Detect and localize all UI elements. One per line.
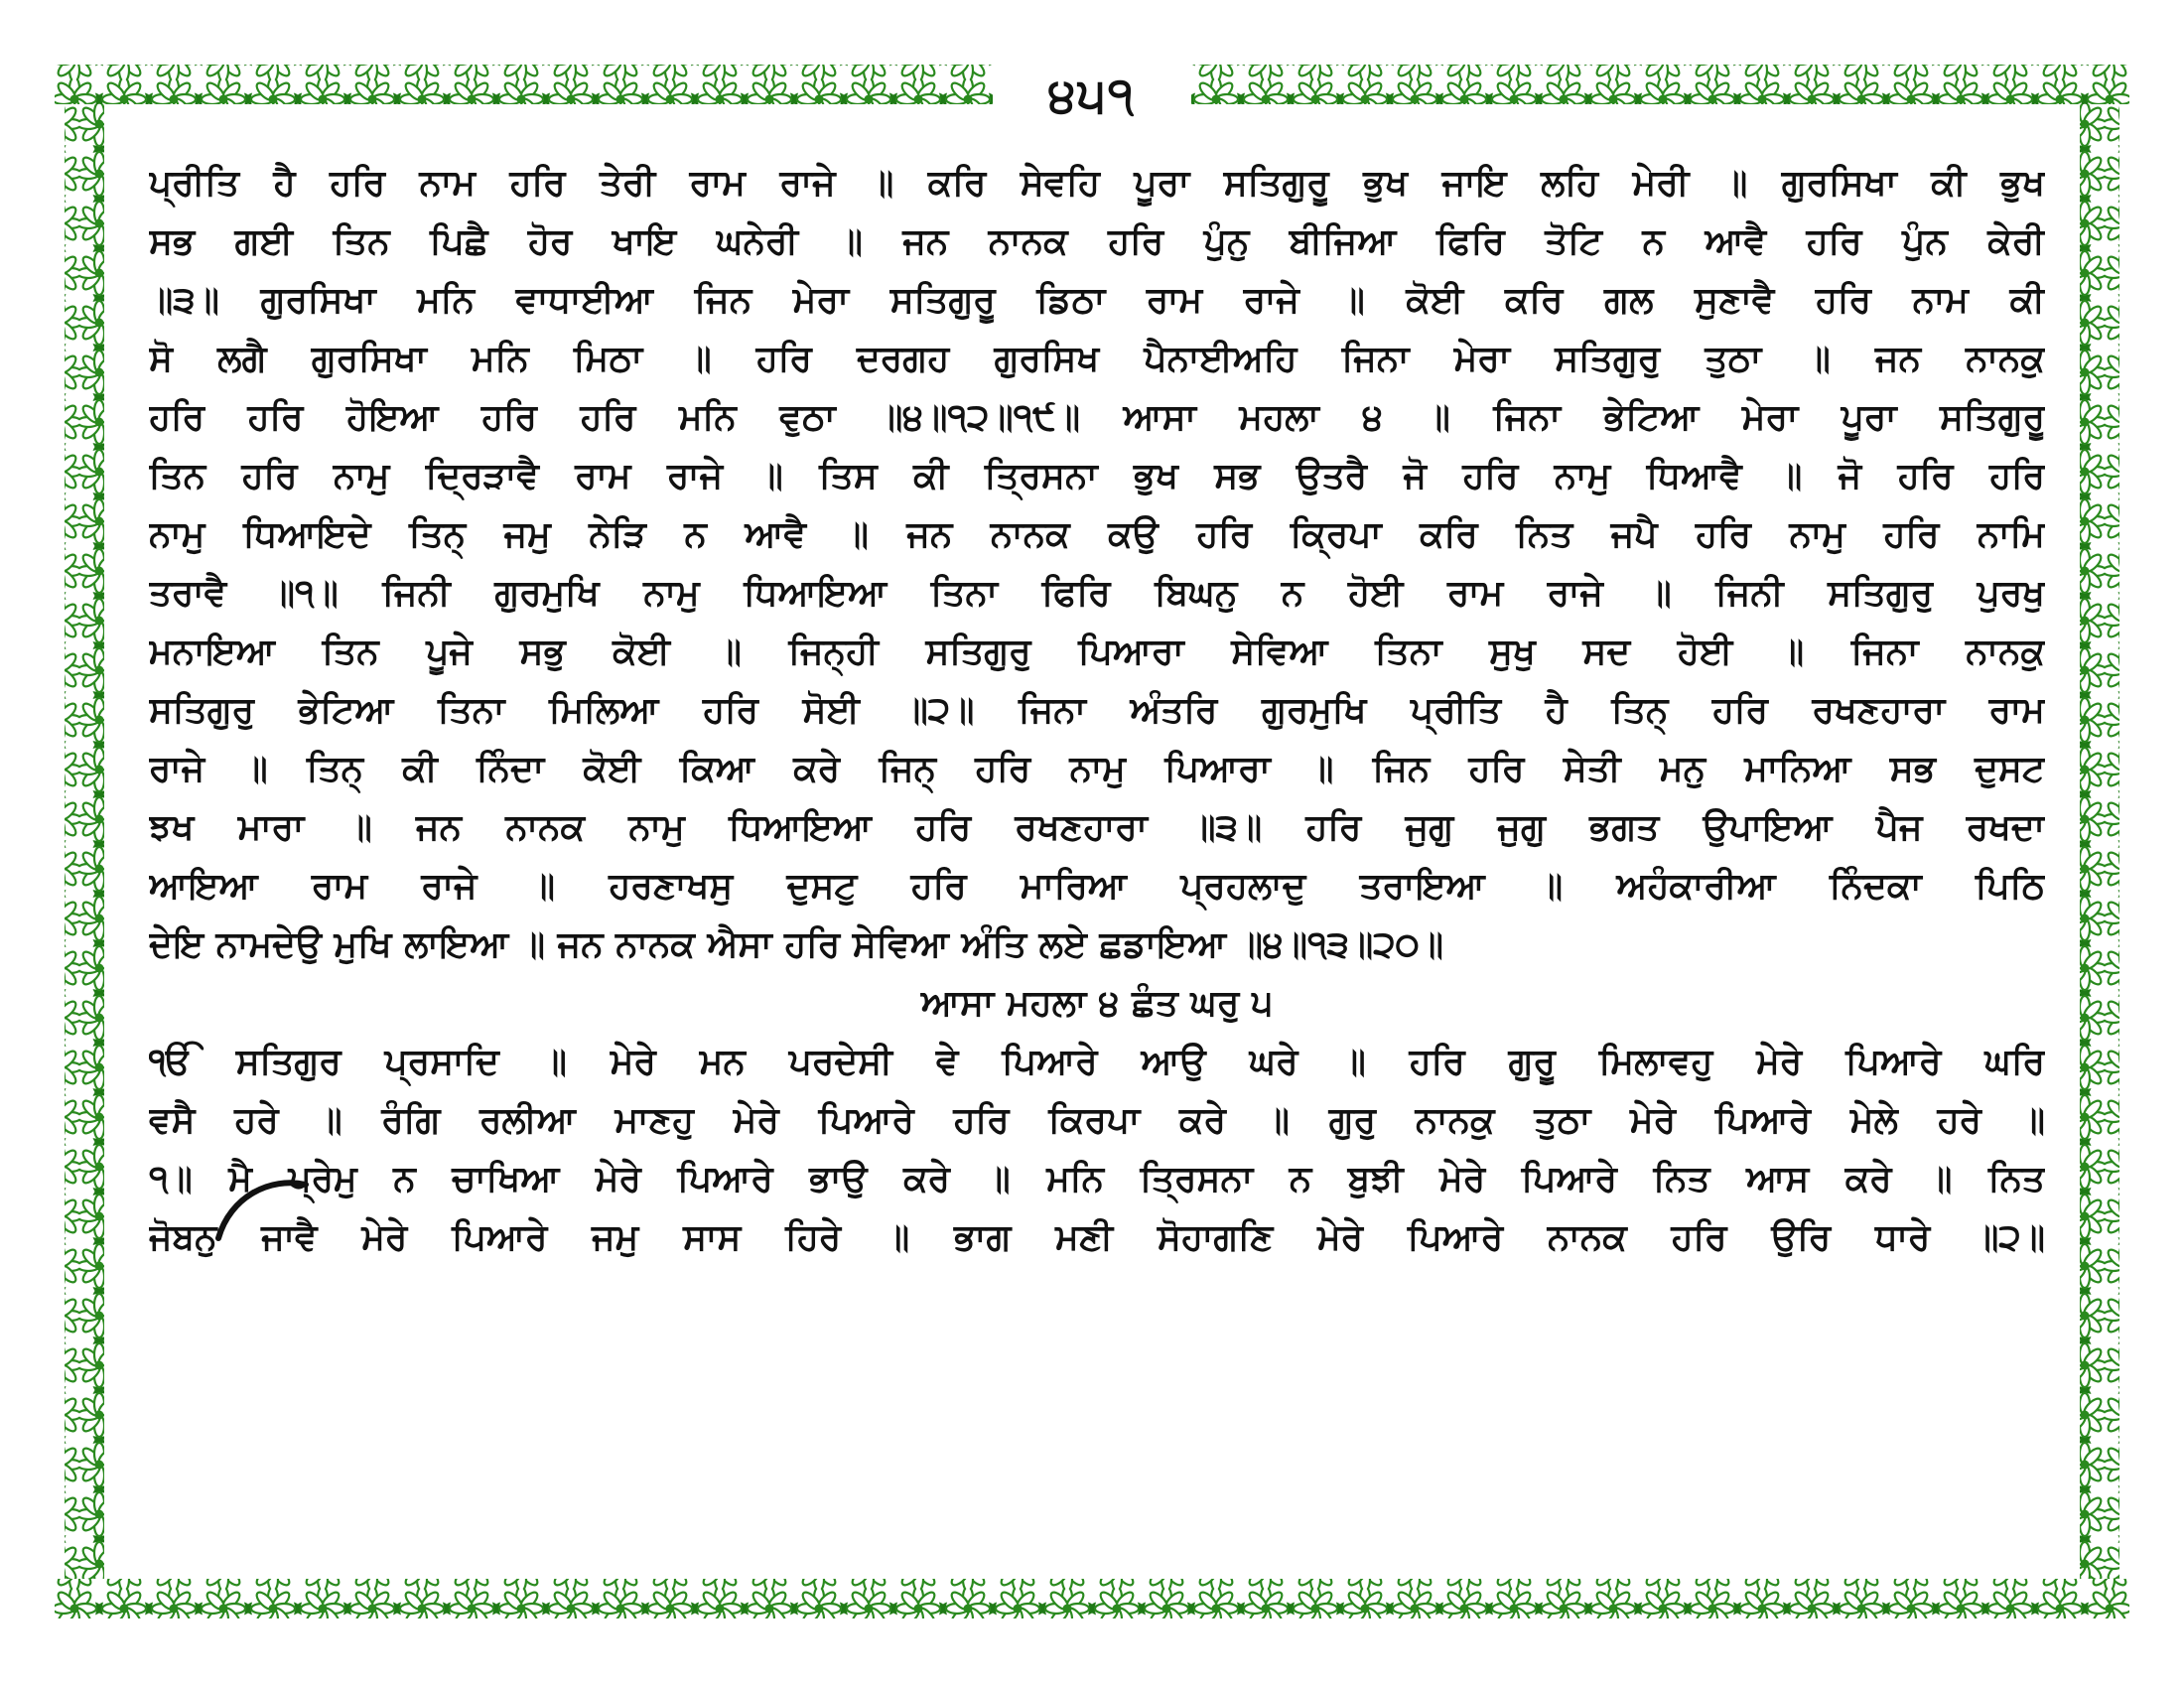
verse-line-2: ਸਭ ਗਈ ਤਿਨ ਪਿਛੈ ਹੋਰ ਖਾਇ ਘਨੇਰੀ ॥ ਜਨ ਨਾਨਕ ਹਰਿ ਪੁੰਨੁ ਬੀਜਿਆ ਫਿਰਿ ਤੋਟਿ ਨ ਆਵੈ ਹਰਿ ਪੁੰਨ ਕੇਰੀ — [149, 221, 2045, 262]
border-top-right — [1191, 65, 2129, 104]
verse-line-14: ਦੇਇ ਨਾਮਦੇਉ ਮੁਖਿ ਲਾਇਆ ॥ ਜਨ ਨਾਨਕ ਐਸਾ ਹਰਿ ਸੇਵਿਆ ਅੰਤਿ ਲਏ ਛਡਾਇਆ ॥੪॥੧੩॥੨੦॥ — [149, 924, 1444, 965]
verse-line-3: ॥੩॥ ਗੁਰਸਿਖਾ ਮਨਿ ਵਾਧਾਈਆ ਜਿਨ ਮੇਰਾ ਸਤਿਗੁਰੂ ਡਿਠਾ ਰਾਮ ਰਾਜੇ ॥ ਕੋਈ ਕਰਿ ਗਲ ਸੁਣਾਵੈ ਹਰਿ ਨਾਮ ਕੀ — [149, 280, 2045, 321]
verse-line-8: ਤਰਾਵੈ ॥੧॥ ਜਿਨੀ ਗੁਰਮੁਖਿ ਨਾਮੁ ਧਿਆਇਆ ਤਿਨਾ ਫਿਰਿ ਬਿਘਨੁ ਨ ਹੋਈ ਰਾਮ ਰਾਜੇ ॥ ਜਿਨੀ ਸਤਿਗੁਰੁ ਪੁਰਖੁ — [149, 573, 2045, 614]
page-number: ੪੫੧ — [993, 66, 1191, 125]
verse-line-1: ਪ੍ਰੀਤਿ ਹੈ ਹਰਿ ਨਾਮ ਹਰਿ ਤੇਰੀ ਰਾਮ ਰਾਜੇ ॥ ਕਰਿ ਸੇਵਹਿ ਪੂਰਾ ਸਤਿਗੁਰੂ ਭੁਖ ਜਾਇ ਲਹਿ ਮੇਰੀ ॥ ਗੁਰਸਿਖਾ ਕੀ ਭੁਖ — [149, 163, 2045, 204]
verse-line-4: ਸੋ ਲਗੈ ਗੁਰਸਿਖਾ ਮਨਿ ਮਿਠਾ ॥ ਹਰਿ ਦਰਗਹ ਗੁਰਸਿਖ ਪੈਨਾਈਅਹਿ ਜਿਨਾ ਮੇਰਾ ਸਤਿਗੁਰੁ ਤੁਠਾ ॥ ਜਨ ਨਾਨਕੁ — [149, 339, 2045, 379]
verse-line-17: ੧॥ ਮੈ ਪ੍ਰੇਮੁ ਨ ਚਾਖਿਆ ਮੇਰੇ ਪਿਆਰੇ ਭਾਉ ਕਰੇ ॥ ਮਨਿ ਤ੍ਰਿਸਨਾ ਨ ਬੁਝੀ ਮੇਰੇ ਪਿਆਰੇ ਨਿਤ ਆਸ ਕਰੇ ॥ ਨਿਤ — [149, 1159, 2045, 1199]
border-top-left — [55, 65, 993, 104]
verse-line-7: ਨਾਮੁ ਧਿਆਇਦੇ ਤਿਨ੍ ਜਮੁ ਨੇੜਿ ਨ ਆਵੈ ॥ ਜਨ ਨਾਨਕ ਕਉ ਹਰਿ ਕ੍ਰਿਪਾ ਕਰਿ ਨਿਤ ਜਪੈ ਹਰਿ ਨਾਮੁ ਹਰਿ ਨਾਮਿ — [149, 514, 2045, 555]
verse-line-10: ਸਤਿਗੁਰੁ ਭੇਟਿਆ ਤਿਨਾ ਮਿਲਿਆ ਹਰਿ ਸੋਈ ॥੨॥ ਜਿਨਾ ਅੰਤਰਿ ਗੁਰਮੁਖਿ ਪ੍ਰੀਤਿ ਹੈ ਤਿਨ੍ ਹਰਿ ਰਖਣਹਾਰਾ ਰਾਮ — [149, 690, 2045, 731]
verse-line-5: ਹਰਿ ਹਰਿ ਹੋਇਆ ਹਰਿ ਹਰਿ ਮਨਿ ਵੁਠਾ ॥੪॥੧੨॥੧੯॥ ਆਸਾ ਮਹਲਾ ੪ ॥ ਜਿਨਾ ਭੇਟਿਆ ਮੇਰਾ ਪੂਰਾ ਸਤਿਗੁਰੂ — [149, 397, 2045, 438]
verse-line-18: ਜੋਬਨੁ ਜਾਵੈ ਮੇਰੇ ਪਿਆਰੇ ਜਮੁ ਸਾਸ ਹਿਰੇ ॥ ਭਾਗ ਮਣੀ ਸੋਹਾਗਣਿ ਮੇਰੇ ਪਿਆਰੇ ਨਾਨਕ ਹਰਿ ਉਰਿ ਧਾਰੇ ॥੨॥ — [149, 1217, 2045, 1258]
shabad-heading: ਆਸਾ ਮਹਲਾ ੪ ਛੰਤ ਘਰੁ ੫ — [920, 983, 1274, 1024]
verse-line-15: ੴ ਸਤਿਗੁਰ ਪ੍ਰਸਾਦਿ ॥ ਮੇਰੇ ਮਨ ਪਰਦੇਸੀ ਵੇ ਪਿਆਰੇ ਆਉ ਘਰੇ ॥ ਹਰਿ ਗੁਰੂ ਮਿਲਾਵਹੁ ਮੇਰੇ ਪਿਆਰੇ ਘਰਿ — [149, 1042, 2045, 1082]
verse-line-12: ਝਖ ਮਾਰਾ ॥ ਜਨ ਨਾਨਕ ਨਾਮੁ ਧਿਆਇਆ ਹਰਿ ਰਖਣਹਾਰਾ ॥੩॥ ਹਰਿ ਜੁਗੁ ਜੁਗੁ ਭਗਤ ਉਪਾਇਆ ਪੈਜ ਰਖਦਾ — [149, 807, 2045, 848]
verse-line-13: ਆਇਆ ਰਾਮ ਰਾਜੇ ॥ ਹਰਣਾਖਸੁ ਦੁਸਟੁ ਹਰਿ ਮਾਰਿਆ ਪ੍ਰਹਲਾਦੁ ਤਰਾਇਆ ॥ ਅਹੰਕਾਰੀਆ ਨਿੰਦਕਾ ਪਿਠਿ — [149, 866, 2045, 907]
gurbani-text — [149, 154, 2045, 1554]
verse-line-9: ਮਨਾਇਆ ਤਿਨ ਪੂਜੇ ਸਭੁ ਕੋਈ ॥ ਜਿਨ੍ਹੀ ਸਤਿਗੁਰੁ ਪਿਆਰਾ ਸੇਵਿਆ ਤਿਨਾ ਸੁਖੁ ਸਦ ਹੋਈ ॥ ਜਿਨਾ ਨਾਨਕੁ — [149, 632, 2045, 672]
verse-line-11: ਰਾਜੇ ॥ ਤਿਨ੍ ਕੀ ਨਿੰਦਾ ਕੋਈ ਕਿਆ ਕਰੇ ਜਿਨ੍ ਹਰਿ ਨਾਮੁ ਪਿਆਰਾ ॥ ਜਿਨ ਹਰਿ ਸੇਤੀ ਮਨੁ ਮਾਨਿਆ ਸਭ ਦੁਸਟ — [149, 749, 2045, 789]
border-left — [65, 104, 104, 1579]
verse-line-16: ਵਸੈ ਹਰੇ ॥ ਰੰਗਿ ਰਲੀਆ ਮਾਣਹੁ ਮੇਰੇ ਪਿਆਰੇ ਹਰਿ ਕਿਰਪਾ ਕਰੇ ॥ ਗੁਰੁ ਨਾਨਕੁ ਤੁਠਾ ਮੇਰੇ ਪਿਆਰੇ ਮੇਲੇ ਹਰੇ ॥ — [149, 1100, 2045, 1141]
border-right — [2080, 104, 2119, 1579]
border-bottom — [55, 1579, 2129, 1618]
verse-line-6: ਤਿਨ ਹਰਿ ਨਾਮੁ ਦ੍ਰਿੜਾਵੈ ਰਾਮ ਰਾਜੇ ॥ ਤਿਸ ਕੀ ਤ੍ਰਿਸਨਾ ਭੁਖ ਸਭ ਉਤਰੈ ਜੋ ਹਰਿ ਨਾਮੁ ਧਿਆਵੈ ॥ ਜੋ ਹਰਿ ਹਰਿ — [149, 456, 2045, 496]
